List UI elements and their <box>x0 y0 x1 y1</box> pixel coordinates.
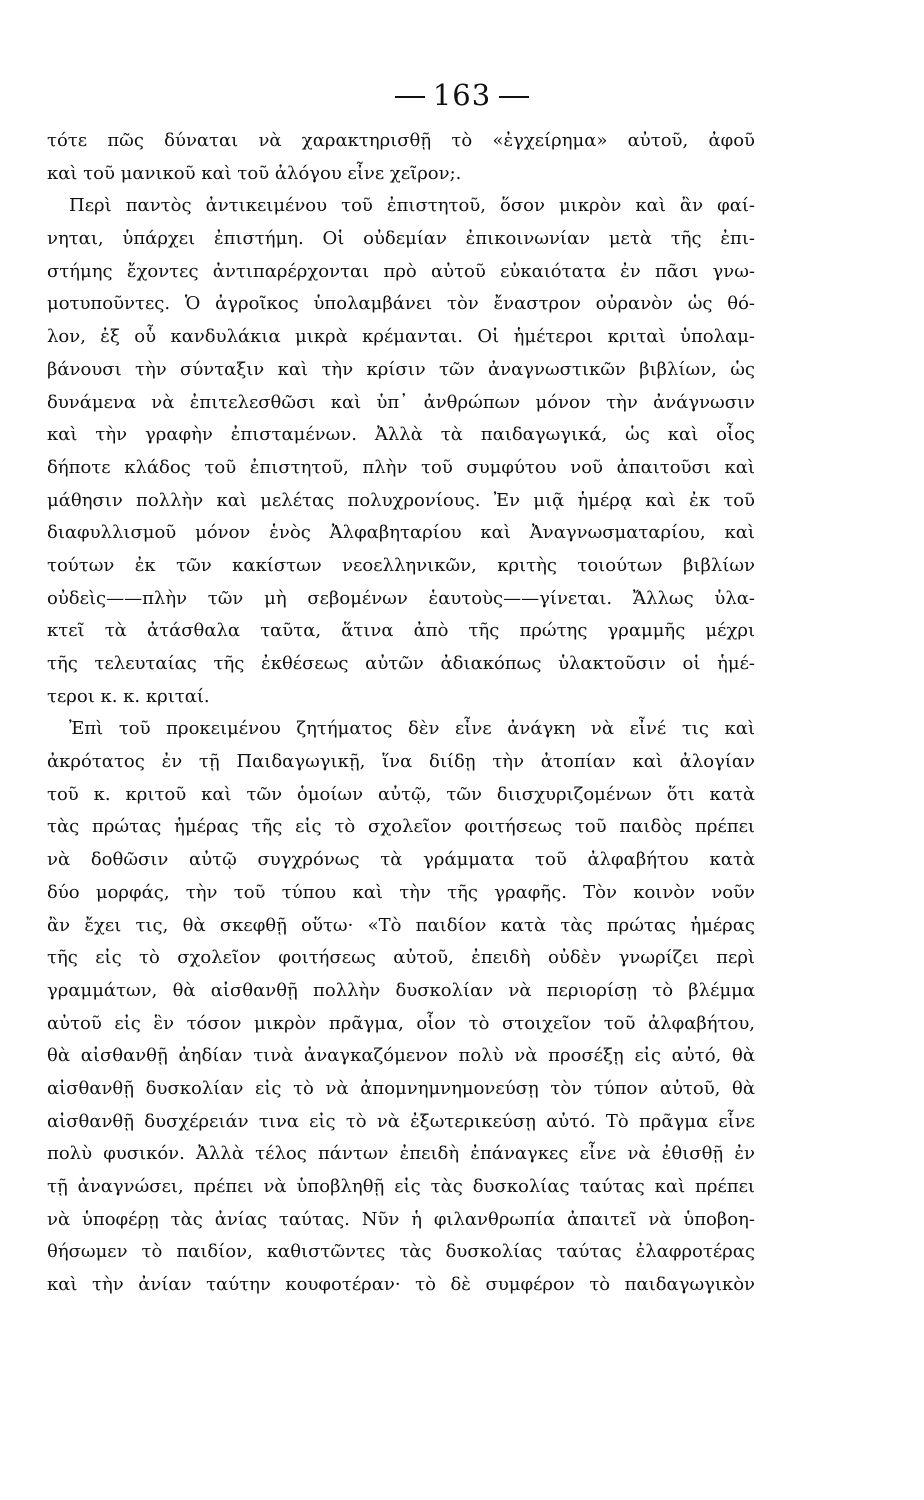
text-line: τεροι κ. κ. κριταί. <box>47 685 210 707</box>
text-line: μάθησιν πολλὴν καὶ μελέτας πολυχρονίους. Ἐν μιᾷ ἡμέρᾳ καὶ ἐκ τοῦ <box>47 489 755 511</box>
text-line: νηται, ὑπάρχει ἐπιστήμη. Οἱ οὐδεμίαν ἐπικοινωνίαν μετὰ τῆς ἐπι- <box>47 228 755 250</box>
text-line: διαφυλλισμοῦ μόνον ἑνὸς Ἀλφαβηταρίου καὶ Ἀναγνωσματαρίου, καὶ <box>47 522 755 544</box>
text-line: καὶ τὴν ἀνίαν ταύτην κουφοτέραν· τὸ δὲ συμφέρον τὸ παιδαγωγικὸν <box>47 1274 755 1296</box>
text-line: αὐτοῦ εἰς ἓν τόσον μικρὸν πρᾶγμα, οἷον τὸ στοιχεῖον τοῦ ἀλφαβήτου, <box>47 1012 755 1034</box>
text-line: δύο μορφάς, τὴν τοῦ τύπου καὶ τὴν τῆς γραφῆς. Τὸν κοινὸν νοῦν <box>47 881 755 903</box>
text-line: γραμμάτων, θὰ αἰσθανθῇ πολλὴν δυσκολίαν νὰ περιορίσῃ τὸ βλέμμα <box>47 979 755 1001</box>
text-line: τότε πῶς δύναται νὰ χαρακτηρισθῇ τὸ «ἐγχείρημα» αὐτοῦ, ἀφοῦ <box>47 130 755 151</box>
text-line: πολὺ φυσικόν. Ἀλλὰ τέλος πάντων ἐπειδὴ ἐπάναγκες εἶνε νὰ ἐθισθῇ ἐν <box>47 1143 755 1165</box>
body-text <box>47 125 755 1302</box>
text-line: αἰσθανθῇ δυσχέρειάν τινα εἰς τὸ νὰ ἐξωτερικεύσῃ αὐτό. Τὸ πρᾶγμα εἶνε <box>47 1110 755 1132</box>
text-line: στήμης ἔχοντες ἀντιπαρέρχονται πρὸ αὐτοῦ εὐκαιότατα ἐν πᾶσι γνω- <box>47 260 755 282</box>
text-line: θὰ αἰσθανθῇ ἀηδίαν τινὰ ἀναγκαζόμενον πολὺ νὰ προσέξῃ εἰς αὐτό, θὰ <box>47 1045 755 1067</box>
text-line: τούτων ἐκ τῶν κακίστων νεοελληνικῶν, κριτὴς τοιούτων βιβλίων <box>47 554 755 576</box>
text-line: αἰσθανθῇ δυσκολίαν εἰς τὸ νὰ ἀπομνημνημονεύσῃ τὸν τύπον αὐτοῦ, θὰ <box>47 1077 755 1099</box>
text-line: ἂν ἔχει τις, θὰ σκεφθῇ οὕτω· «Τὸ παιδίον κατὰ τὰς πρώτας ἡμέρας <box>47 914 755 936</box>
text-line: τῇ ἀναγνώσει, πρέπει νὰ ὑποβληθῇ εἰς τὰς δυσκολίας ταύτας καὶ πρέπει <box>47 1176 755 1197</box>
text-line: τῆς τελευταίας τῆς ἐκθέσεως αὐτῶν ἀδιακόπως ὑλακτοῦσιν οἱ ἡμέ- <box>47 653 755 674</box>
text-line: τὰς πρώτας ἡμέρας τῆς εἰς τὸ σχολεῖον φοιτήσεως τοῦ παιδὸς πρέπει <box>47 816 755 838</box>
text-line: δυνάμενα νὰ ἐπιτελεσθῶσι καὶ ὑπ᾽ ἀνθρώπων μόνον τὴν ἀνάγνωσιν <box>47 391 755 413</box>
text-line: δήποτε κλάδος τοῦ ἐπιστητοῦ, πλὴν τοῦ συμφύτου νοῦ ἀπαιτοῦσι καὶ <box>47 456 755 478</box>
text-line: Ἐπὶ τοῦ προκειμένου ζητήματος δὲν εἶνε ἀνάγκη νὰ εἶνέ τις καὶ <box>69 718 755 740</box>
text-line: οὐδεὶς——πλὴν τῶν μὴ σεβομένων ἑαυτοὺς——γίνεται. Ἄλλως ὑλα- <box>47 587 755 609</box>
page-number-header <box>0 78 924 112</box>
text-line: λον, ἐξ οὗ κανδυλάκια μικρὰ κρέμανται. Οἱ ἡμέτεροι κριταὶ ὑπολαμ- <box>47 326 755 348</box>
text-line: κτεῖ τὰ ἀτάσθαλα ταῦτα, ἅτινα ἀπὸ τῆς πρώτης γραμμῆς μέχρι <box>47 620 755 642</box>
text-line: τοῦ κ. κριτοῦ καὶ τῶν ὁμοίων αὐτῷ, τῶν διισχυριζομένων ὅτι κατὰ <box>47 783 755 805</box>
text-line: καὶ τοῦ μανικοῦ καὶ τοῦ ἀλόγου εἶνε χεῖρον;. <box>47 162 462 184</box>
text-line: νὰ δοθῶσιν αὐτῷ συγχρόνως τὰ γράμματα τοῦ ἀλφαβήτου κατὰ <box>47 849 755 871</box>
text-line: νὰ ὑποφέρῃ τὰς ἀνίας ταύτας. Νῦν ἡ φιλανθρωπία ἀπαιτεῖ νὰ ὑποβοη- <box>47 1208 755 1230</box>
text-line: θήσωμεν τὸ παιδίον, καθιστῶντες τὰς δυσκολίας ταύτας ἐλαφροτέρας <box>47 1241 755 1263</box>
right-dash-ornament <box>499 96 529 98</box>
text-line: καὶ τὴν γραφὴν ἐπισταμένων. Ἀλλὰ τὰ παιδαγωγικά, ὡς καὶ οἷος <box>47 424 755 446</box>
text-line: τῆς εἰς τὸ σχολεῖον φοιτήσεως αὐτοῦ, ἐπειδὴ οὐδὲν γνωρίζει περὶ <box>47 947 755 969</box>
left-dash-ornament <box>395 96 425 98</box>
text-line: βάνουσι τὴν σύνταξιν καὶ τὴν κρίσιν τῶν ἀναγνωστικῶν βιβλίων, ὡς <box>47 358 755 380</box>
page-number: 163 <box>432 78 492 112</box>
text-line: Περὶ παντὸς ἀντικειμένου τοῦ ἐπιστητοῦ, ὅσον μικρὸν καὶ ἂν φαί- <box>69 195 755 217</box>
text-line: ἀκρότατος ἐν τῇ Παιδαγωγικῇ, ἵνα διίδῃ τὴν ἀτοπίαν καὶ ἀλογίαν <box>47 751 755 773</box>
text-line: μοτυποῦντες. Ὁ ἀγροῖκος ὑπολαμβάνει τὸν ἔναστρον οὐρανὸν ὡς θό- <box>47 293 755 315</box>
